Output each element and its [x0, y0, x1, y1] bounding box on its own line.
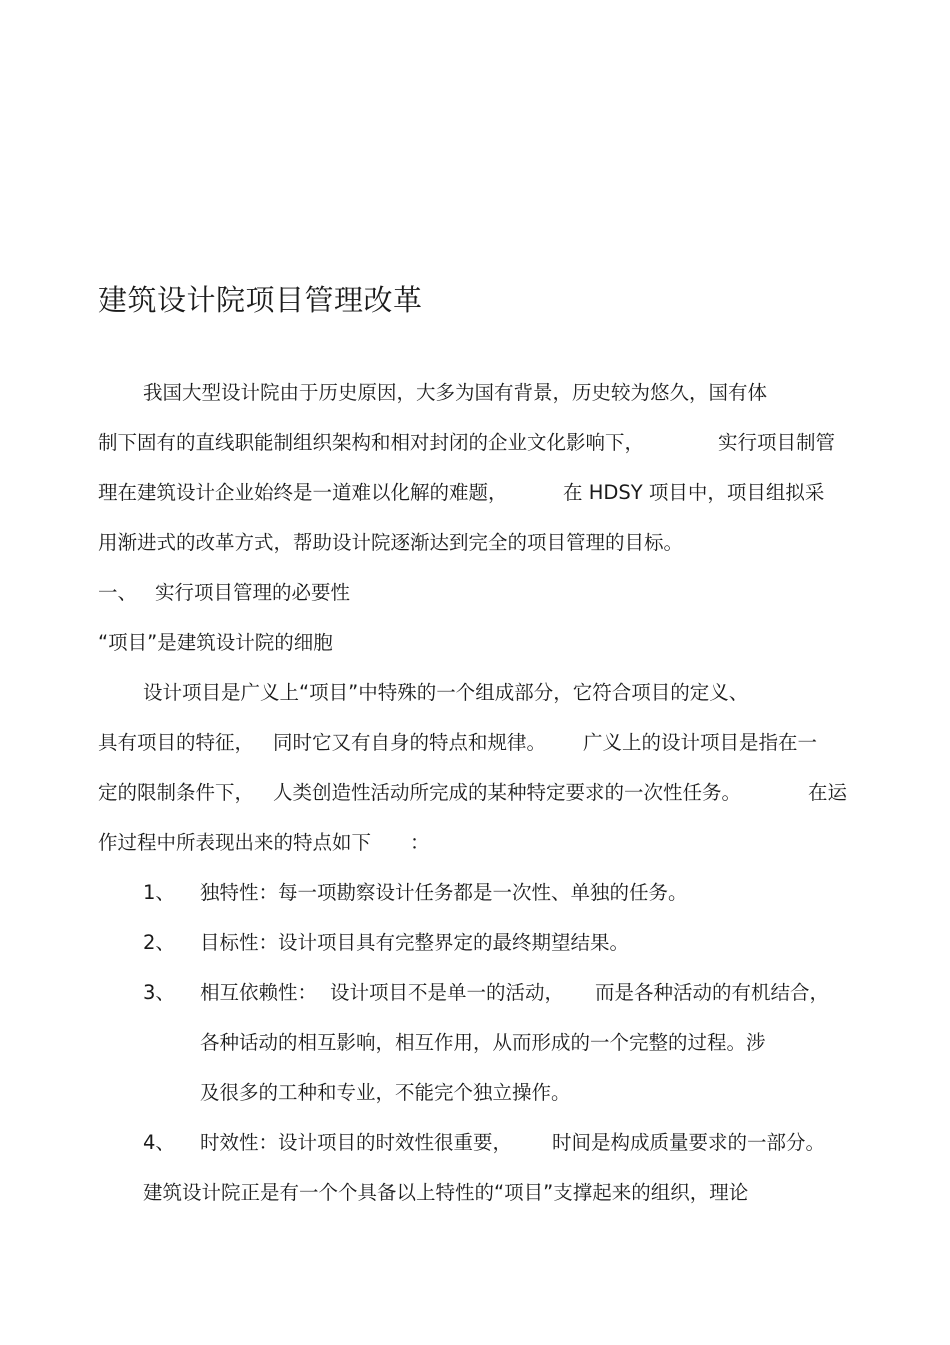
body-line-3a: 定的限制条件下， [98, 781, 255, 804]
list-item-4-text: 时效性：设计项目的时效性很重要， [200, 1131, 513, 1154]
list-item-3-continuation-1: 各种话动的相互影响，相互作用，从而形成的一个完整的过程。涉 [200, 1031, 766, 1054]
section-number: 一、 [98, 581, 138, 604]
body-line-4b: ： [410, 831, 430, 854]
body-line-4a: 作过程中所表现出来的特点如下 [98, 831, 372, 854]
intro-line-2a: 制下固有的直线职能制组织架构和相对封闭的企业文化影响下， [98, 431, 645, 454]
body-line-3c: 在运 [808, 781, 848, 804]
list-item-2-number: 2、 [143, 931, 175, 954]
subheading: “项目”是建筑设计院的细胞 [98, 631, 333, 654]
closing-line: 建筑设计院正是有一个个具备以上特性的“项目”支撑起来的组织，理论 [143, 1181, 749, 1204]
body-line-3b: 人类创造性活动所完成的某种特定要求的一次性任务。 [273, 781, 742, 804]
list-item-3-text-c: 而是各种活动的有机结合， [595, 981, 830, 1004]
list-item-3-text: 相互依赖性： [200, 981, 318, 1004]
document-title: 建筑设计院项目管理改革 [98, 283, 423, 317]
list-item-3-continuation-2: 及很多的工种和专业，不能完个独立操作。 [200, 1081, 571, 1104]
intro-line-1: 我国大型设计院由于历史原因，大多为国有背景，历史较为悠久，国有体 [143, 381, 768, 404]
intro-line-2b: 实行项目制管 [718, 431, 836, 454]
intro-line-4: 用渐进式的改革方式，帮助设计院逐渐达到完全的项目管理的目标。 [98, 531, 684, 554]
list-item-1-text: 独特性：每一项勘察设计任务都是一次性、单独的任务。 [200, 881, 688, 904]
body-line-2c: 广义上的设计项目是指在一 [583, 731, 818, 754]
list-item-1-number: 1、 [143, 881, 175, 904]
body-line-1: 设计项目是广义上“项目”中特殊的一个组成部分，它符合项目的定义、 [143, 681, 749, 704]
body-line-2b: 同时它又有自身的特点和规律。 [273, 731, 547, 754]
list-item-2-text: 目标性：设计项目具有完整界定的最终期望结果。 [200, 931, 630, 954]
intro-line-3: 理在建筑设计企业始终是一道难以化解的难题， [98, 481, 508, 504]
list-item-3-text-b: 设计项目不是单一的活动， [330, 981, 565, 1004]
intro-line-2 [98, 430, 644, 456]
list-item-4-text-b: 时间是构成质量要求的一部分。 [552, 1131, 826, 1154]
body-line-2a: 具有项目的特征， [98, 731, 255, 754]
intro-line-3b: 在 HDSY 项目中，项目组拟采 [563, 481, 825, 504]
list-item-4-number: 4、 [143, 1131, 175, 1154]
section-heading: 实行项目管理的必要性 [155, 581, 351, 604]
list-item-3-number: 3、 [143, 981, 175, 1004]
